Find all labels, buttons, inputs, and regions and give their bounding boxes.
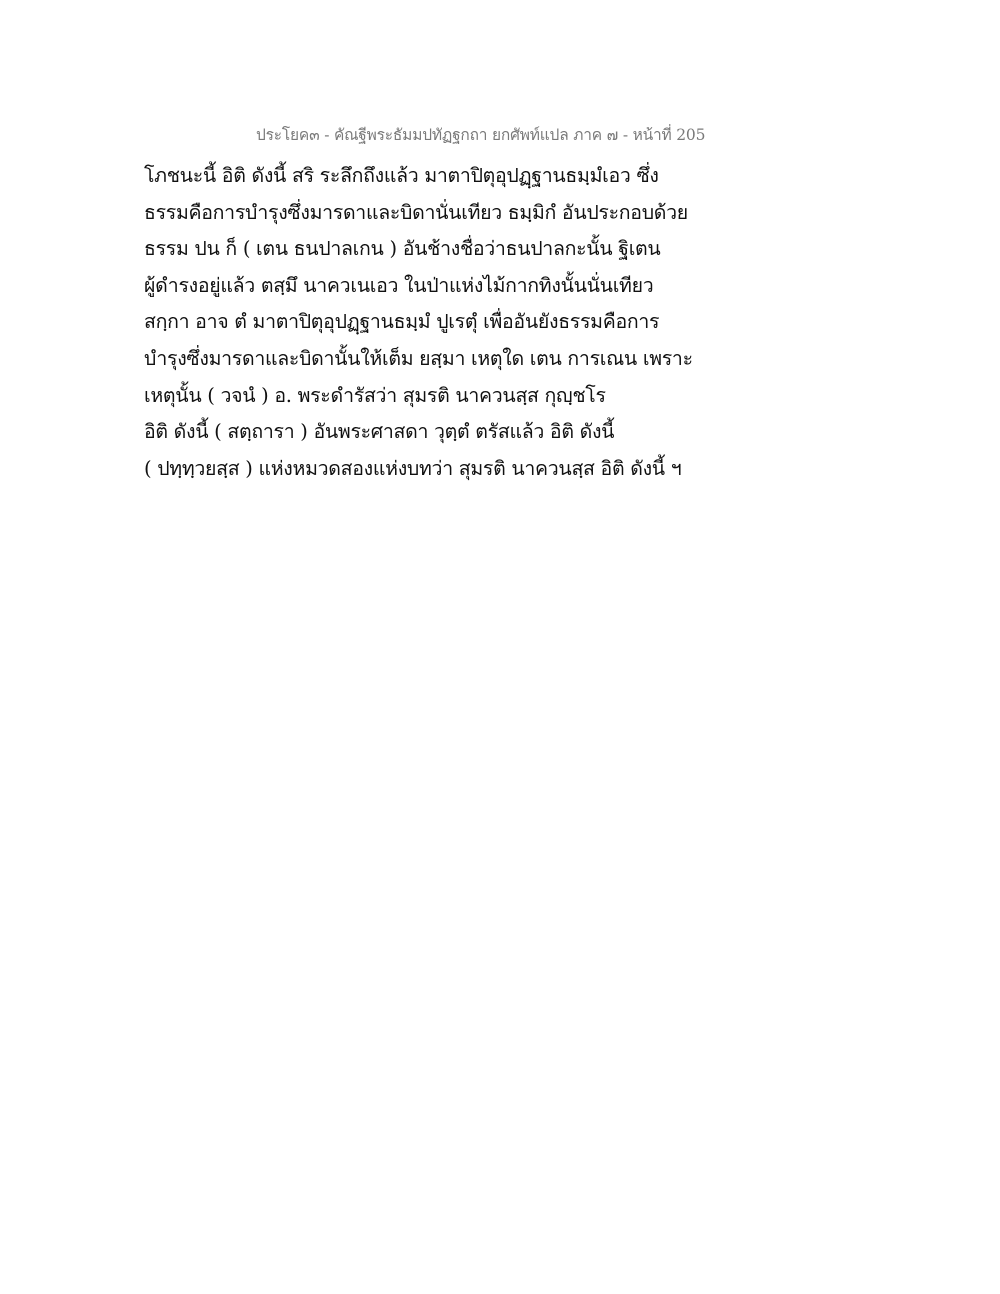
body-text — [144, 158, 704, 487]
text-line: ธรรม ปน ก็ ( เตน ธนปาลเกน ) อันช้างชื่อว่าธนปาลกะนั้น ฐิเตน — [144, 237, 661, 261]
text-line: โภชนะนี้ อิติ ดังนี้ สริ ระลึกถึงแล้ว มาตาปิตุอุปฏฺฐานธมฺมํเอว ซึ่ง — [144, 164, 659, 187]
text-line: ธรรมคือการบำรุงซึ่งมารดาและบิดานั่นเทียว ธมฺมิกํ อันประกอบด้วย — [144, 200, 688, 224]
text-line: อิติ ดังนี้ ( สตฺถารา ) อันพระศาสดา วุตฺตํ ตรัสแล้ว อิติ ดังนี้ — [144, 420, 615, 444]
text-line: เหตุนั้น ( วจนํ ) อ. พระดำรัสว่า สุมรติ นาควนสฺส กุญฺชโร — [144, 383, 606, 407]
text-line: ผู้ดำรงอยู่แล้ว ตสฺมึ นาควเนเอว ในป่าแห่งไม้กากทิงนั้นนั่นเทียว — [144, 273, 654, 297]
text-line: ( ปทฺทฺวยสฺส ) แห่งหมวดสองแห่งบทว่า สุมรติ นาควนสฺส อิติ ดังนี้ ฯ — [144, 456, 682, 480]
running-header: ประโยค๓ - คัณฐีพระธัมมปทัฏฐกถา ยกศัพท์แปล ภาค ๗ - หน้าที่ 205 — [256, 126, 706, 144]
text-line: บำรุงซึ่งมารดาและบิดานั้นให้เต็ม ยสฺมา เหตุใด เตน การเณน เพราะ — [144, 346, 693, 370]
text-line: สกฺกา อาจ ตํ มาตาปิตุอุปฏฺฐานธมฺมํ ปูเรตุํ เพื่ออันยังธรรมคือการ — [144, 310, 660, 334]
